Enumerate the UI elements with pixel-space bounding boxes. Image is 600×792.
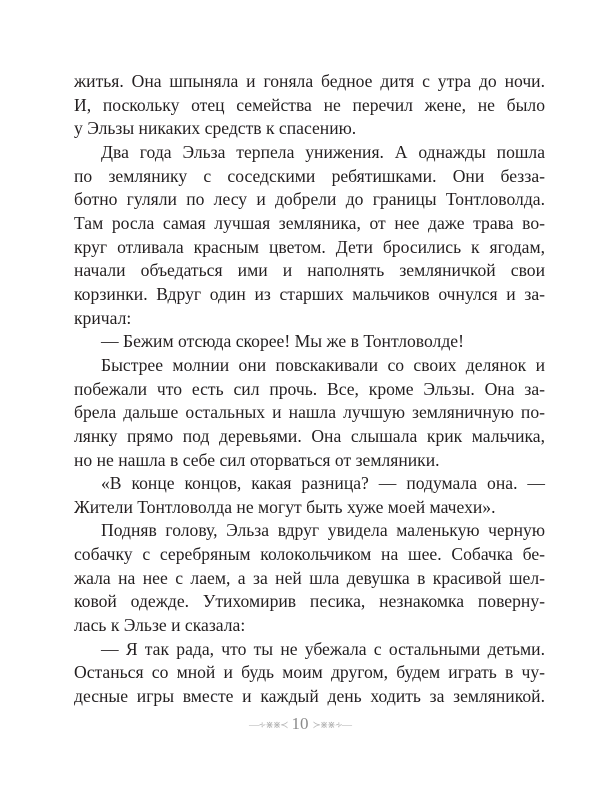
text-line: но не нашла в себе сил оторваться от земляники. (74, 449, 440, 470)
text-line: — Бежим отсюда скорее! Мы же в Тонтловолде! (101, 331, 464, 352)
page-number: 10 (291, 714, 309, 733)
text-line: ботно гуляли по лесу и добрели до границы Тонтловолда. (74, 189, 545, 210)
text-line: собачку с серебряным колокольчиком на шее. Собачка бе- (74, 544, 545, 565)
text-line: Быстрее молнии они повскакивали со своих делянок и (101, 354, 545, 375)
text-line: — Я так рада, что ты не убежала с остальными детьми. (101, 638, 545, 659)
text-line: житья. Она шпыняла и гоняла бедное дитя с утра до ночи. (74, 71, 545, 91)
text-line: кричал: (74, 307, 132, 328)
text-line: начали объедаться ими и наполнять земляничкой свои (74, 260, 545, 281)
floral-ornament-right-icon: ≻⋇⋇∻— (312, 719, 352, 731)
text-line: Жители Тонтловолда не могут быть хуже моей мачехи». (74, 496, 496, 517)
text-line: лась к Эльзе и сказала: (74, 615, 246, 636)
text-line: по землянику с соседскими ребятишками. Они безза- (74, 165, 545, 186)
body-text (74, 70, 545, 709)
text-line: корзинки. Вдруг один из старших мальчиков очнулся и за- (74, 283, 545, 304)
text-line: десные игры вместе и каждый день ходить за земляникой. (74, 686, 545, 707)
text-line: круг отливала красным цветом. Дети бросились к ягодам, (74, 236, 545, 257)
floral-ornament-left-icon: —∻⋇⋇≺ (248, 719, 288, 731)
text-line: у Эльзы никаких средств к спасению. (74, 118, 357, 139)
text-line: Там росла самая лучшая земляника, от нее даже трава во- (74, 212, 545, 233)
text-line: Подняв голову, Эльза вдруг увидела маленькую черную (101, 520, 545, 541)
text-line: лянку прямо под деревьями. Она слышала крик мальчика, (74, 425, 545, 446)
text-line: побежали что есть сил прочь. Все, кроме Эльзы. Она за- (74, 378, 545, 399)
text-line: ковой одежде. Утихомирив песика, незнакомка поверну- (74, 591, 545, 612)
text-line: брела дальше остальных и нашла лучшую земляничную по- (74, 402, 545, 423)
text-line: И, поскольку отец семейства не перечил жене, не было (74, 94, 545, 115)
text-line: «В конце концов, какая разница? — подумала она. — (101, 473, 545, 494)
text-line: Останься со мной и будь моим другом, будем играть в чу- (74, 662, 545, 683)
text-line: Два года Эльза терпела унижения. А однажды пошла (101, 141, 545, 162)
page-footer (0, 714, 600, 734)
text-line: жала на нее с лаем, а за ней шла девушка в красивой шел- (74, 567, 545, 588)
